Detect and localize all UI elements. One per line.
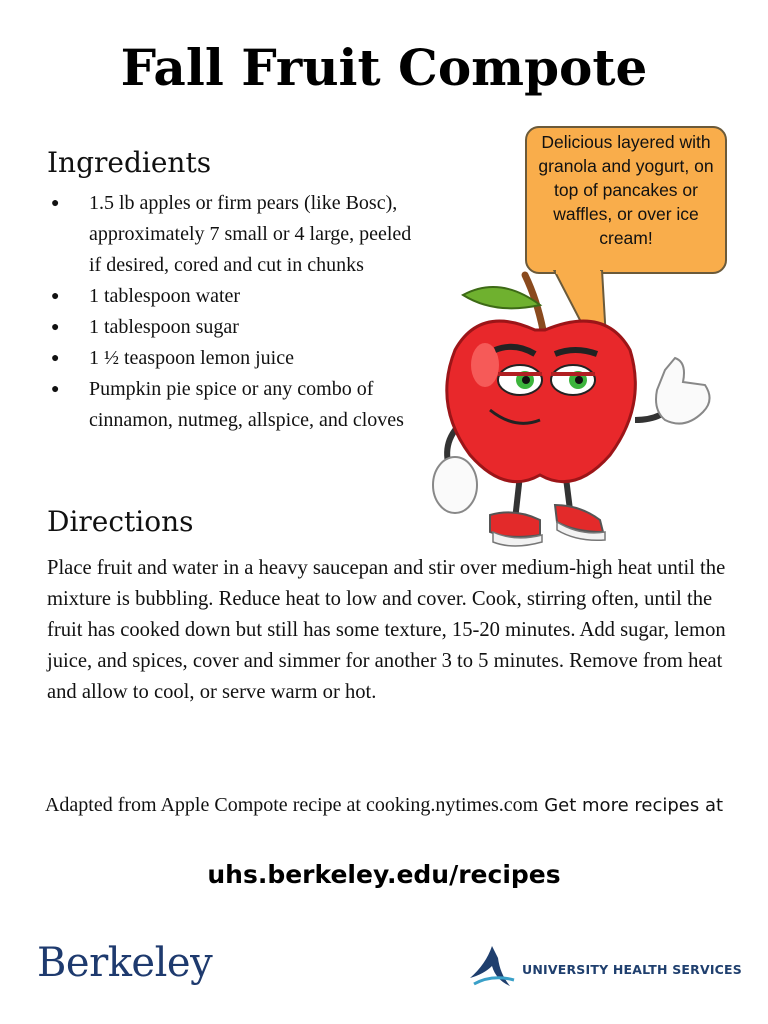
apple-mascot-icon: [425, 270, 725, 555]
berkeley-logo: Berkeley: [37, 940, 213, 986]
bullet-icon: ●: [51, 289, 60, 304]
ingredients-heading: Ingredients: [47, 146, 212, 179]
uhs-logo-icon: [466, 944, 518, 994]
bullet-icon: ●: [51, 351, 60, 366]
adapted-source: Adapted from Apple Compote recipe at cooking.nytimes.com: [44, 794, 539, 816]
directions-text: Place fruit and water in a heavy saucepan and stir over medium-high heat until the mixture is bubbling. Reduce heat to low and cover. Cook, stirring often, until the fruit has cooked down but still has some texture, 15-20 minutes. Add sugar, lemon juice, and spices, cover and simmer for another 3 to 5 minutes. Remove from heat and allow to cool, or serve warm or hot.: [47, 557, 726, 703]
uhs-logo-text: UNIVERSITY HEALTH SERVICES: [522, 961, 743, 977]
page-title: Fall Fruit Compote: [120, 38, 648, 97]
directions-heading: Directions: [47, 505, 194, 538]
recipes-url[interactable]: uhs.berkeley.edu/recipes: [207, 860, 561, 889]
ingredient-item: ● 1.5 lb apples or firm pears (like Bosc), approximately 7 small or 4 large, peeled if desired, cored and cut in chunks: [47, 188, 427, 281]
speech-bubble: Delicious layered with granola and yogurt, on top of pancakes or waffles, or over ice cream!: [525, 126, 727, 274]
ingredient-item: ● Pumpkin pie spice or any combo of cinnamon, nutmeg, allspice, and cloves: [47, 374, 427, 436]
bullet-icon: ●: [51, 382, 60, 397]
ingredient-item: ● 1 tablespoon sugar: [47, 312, 427, 343]
adapted-credit: [20, 788, 748, 823]
uhs-logo: [466, 944, 742, 994]
ingredient-item: ● 1 ½ teaspoon lemon juice: [47, 343, 427, 374]
bullet-icon: ●: [51, 320, 60, 335]
ingredients-list: [47, 188, 427, 436]
bullet-icon: ●: [51, 196, 60, 211]
ingredient-item: ● 1 tablespoon water: [47, 281, 427, 312]
get-more-text: Get more recipes at: [544, 795, 724, 816]
